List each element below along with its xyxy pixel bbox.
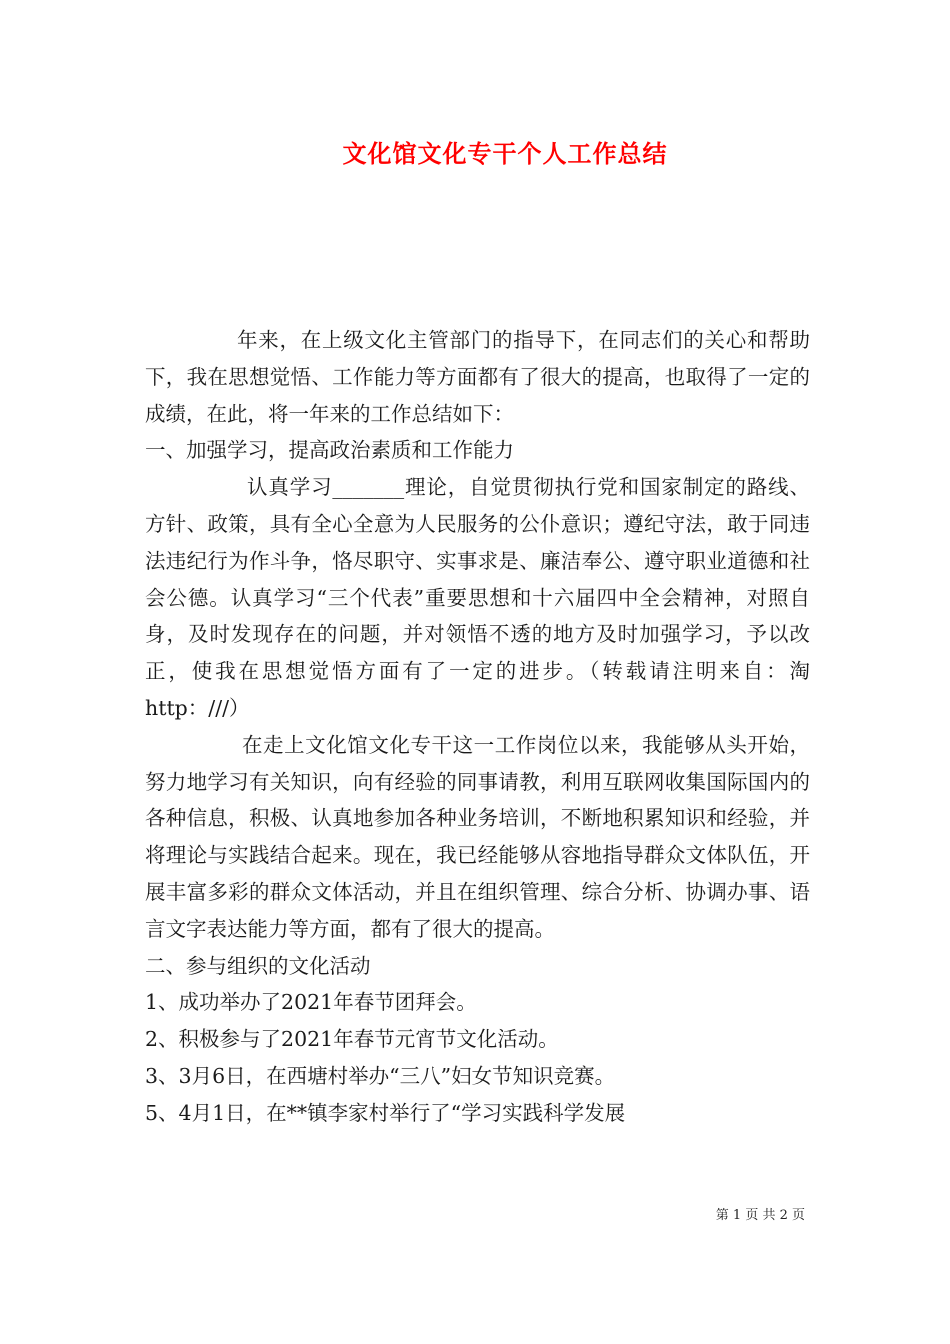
list-item: 1、成功举办了2021年春节团拜会。 [145, 990, 477, 1015]
document-title: 文化馆文化专干个人工作总结 [342, 139, 668, 168]
page-number-footer: 第 1 页 共 2 页 [715, 1208, 805, 1223]
intro-paragraph: 年来，在上级文化主管部门的指导下，在同志们的关心和帮助下，我在思想觉悟、工作能力等方面都有了很大的提高，也取得了一定的成绩，在此，将一年来的工作总结如下： [145, 328, 810, 426]
section1-paragraph-1: 认真学习_______理论，自觉贯彻执行党和国家制定的路线、方针、政策，具有全心全意为人民服务的公仆意识；遵纪守法，敢于同违法违纪行为作斗争，恪尽职守、实事求是、廉洁奉公、遵守职业道德和社会公德。认真学习“三个代表”重要思想和十六届四中全会精神，对照自身，及时发现存在的问题，并对领悟不透的地方及时加强学习，予以改正，使我在思想觉悟方面有了一定的进步。（转载请注明来自：淘http：///） [145, 475, 810, 720]
list-item: 3、3月6日，在西塘村举办“三八”妇女节知识竞赛。 [145, 1063, 616, 1088]
section1-paragraph-2: 在走上文化馆文化专干这一工作岗位以来，我能够从头开始，努力地学习有关知识，向有经验的同事请教，利用互联网收集国际国内的各种信息，积极、认真地参加各种业务培训，不断地积累知识和经验，并将理论与实践结合起来。现在，我已经能够从容地指导群众文体队伍，开展丰富多彩的群众文体活动，并且在组织管理、综合分析、协调办事、语言文字表达能力等方面，都有了很大的提高。 [145, 732, 810, 941]
section2-heading: 二、参与组织的文化活动 [145, 953, 371, 978]
list-item: 5、4月1日，在**镇李家村举行了“学习实践科学发展 [145, 1100, 626, 1125]
section1-heading: 一、加强学习，提高政治素质和工作能力 [145, 438, 514, 463]
list-item: 2、积极参与了2021年春节元宵节文化活动。 [145, 1027, 559, 1052]
document-body [145, 322, 810, 1132]
